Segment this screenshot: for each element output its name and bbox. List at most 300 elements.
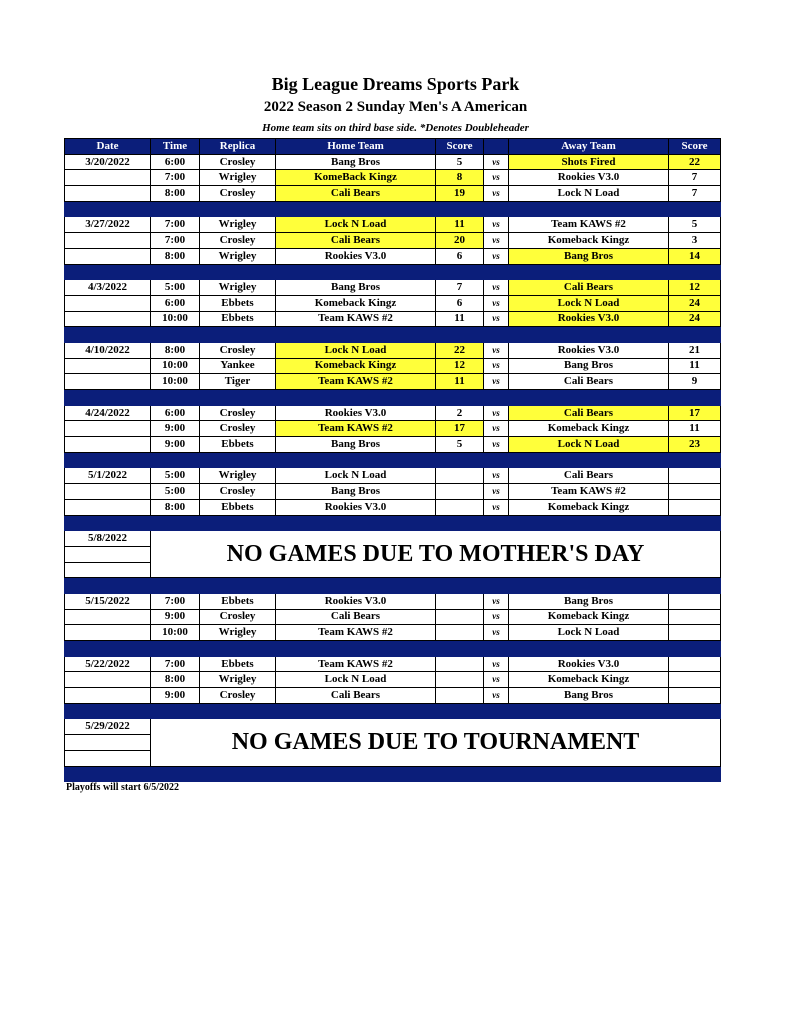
- away-score: [669, 625, 721, 641]
- game-replica: Ebbets: [200, 295, 276, 311]
- separator-cell: [200, 390, 276, 406]
- home-team: Komeback Kingz: [276, 295, 436, 311]
- separator-cell: [509, 766, 669, 782]
- home-score: [436, 656, 484, 672]
- separator-cell: [436, 390, 484, 406]
- home-team: Komeback Kingz: [276, 358, 436, 374]
- separator-cell: [65, 390, 151, 406]
- vs-label: vs: [484, 342, 509, 358]
- game-time: 5:00: [151, 468, 200, 484]
- separator-cell: [484, 452, 509, 468]
- away-score: 7: [669, 186, 721, 202]
- no-games-banner: NO GAMES DUE TO MOTHER'S DAY: [151, 531, 721, 578]
- game-date: [65, 295, 151, 311]
- game-replica: Crosley: [200, 688, 276, 704]
- game-date: [65, 499, 151, 515]
- separator-cell: [484, 703, 509, 719]
- away-score: 24: [669, 311, 721, 327]
- separator-cell: [65, 703, 151, 719]
- vs-label: vs: [484, 421, 509, 437]
- separator-cell: [484, 515, 509, 531]
- game-replica: Crosley: [200, 609, 276, 625]
- vs-label: vs: [484, 248, 509, 264]
- vs-label: vs: [484, 609, 509, 625]
- separator-cell: [276, 264, 436, 280]
- away-team: Bang Bros: [509, 688, 669, 704]
- vs-label: vs: [484, 186, 509, 202]
- home-score: [436, 688, 484, 704]
- away-team: Komeback Kingz: [509, 672, 669, 688]
- home-team: Rookies V3.0: [276, 248, 436, 264]
- game-time: 8:00: [151, 248, 200, 264]
- game-replica: Crosley: [200, 154, 276, 170]
- home-score: [436, 468, 484, 484]
- game-date: [65, 437, 151, 453]
- home-score: 2: [436, 405, 484, 421]
- game-date: [65, 484, 151, 500]
- separator-cell: [436, 703, 484, 719]
- game-replica: Crosley: [200, 186, 276, 202]
- separator-cell: [276, 327, 436, 343]
- game-time: 7:00: [151, 233, 200, 249]
- game-replica: Ebbets: [200, 593, 276, 609]
- home-score: [436, 499, 484, 515]
- vs-label: vs: [484, 656, 509, 672]
- away-team: Cali Bears: [509, 374, 669, 390]
- col-header-home-score: Score: [436, 139, 484, 155]
- separator-cell: [151, 703, 200, 719]
- separator-cell: [276, 641, 436, 657]
- separator-cell: [65, 641, 151, 657]
- vs-label: vs: [484, 593, 509, 609]
- col-header-replica: Replica: [200, 139, 276, 155]
- home-team: KomeBack Kingz: [276, 170, 436, 186]
- vs-label: vs: [484, 499, 509, 515]
- game-date: [65, 374, 151, 390]
- vs-label: vs: [484, 405, 509, 421]
- away-team: Bang Bros: [509, 358, 669, 374]
- game-row: [65, 248, 721, 264]
- game-row: [65, 358, 721, 374]
- home-score: 17: [436, 421, 484, 437]
- vs-label: vs: [484, 311, 509, 327]
- away-score: [669, 672, 721, 688]
- separator-cell: [669, 515, 721, 531]
- home-team-note: Home team sits on third base side. *Denotes Doubleheader: [262, 122, 529, 134]
- vs-label: vs: [484, 688, 509, 704]
- away-score: [669, 593, 721, 609]
- separator-cell: [484, 766, 509, 782]
- game-date: 3/27/2022: [65, 217, 151, 233]
- away-team: Lock N Load: [509, 625, 669, 641]
- week-separator: [65, 327, 721, 343]
- separator-cell: [200, 452, 276, 468]
- playoffs-note: Playoffs will start 6/5/2022: [66, 782, 180, 793]
- game-row: [65, 499, 721, 515]
- schedule-body: [65, 154, 721, 782]
- banner-row: [65, 531, 721, 547]
- game-row: [65, 170, 721, 186]
- game-row: [65, 593, 721, 609]
- separator-cell: [200, 641, 276, 657]
- separator-cell: [200, 264, 276, 280]
- game-row: [65, 233, 721, 249]
- separator-cell: [669, 452, 721, 468]
- game-date: [65, 233, 151, 249]
- game-date: [65, 311, 151, 327]
- game-date: [65, 735, 151, 751]
- separator-cell: [151, 264, 200, 280]
- separator-cell: [436, 452, 484, 468]
- vs-label: vs: [484, 233, 509, 249]
- away-team: Rookies V3.0: [509, 170, 669, 186]
- header-row: [65, 139, 721, 155]
- away-team: Komeback Kingz: [509, 499, 669, 515]
- vs-label: vs: [484, 280, 509, 296]
- separator-cell: [484, 641, 509, 657]
- home-score: 5: [436, 154, 484, 170]
- separator-cell: [200, 201, 276, 217]
- separator-cell: [509, 578, 669, 594]
- game-row: [65, 280, 721, 296]
- game-time: 10:00: [151, 358, 200, 374]
- away-team: Rookies V3.0: [509, 656, 669, 672]
- game-date: [65, 358, 151, 374]
- separator-cell: [669, 201, 721, 217]
- game-replica: Wrigley: [200, 672, 276, 688]
- separator-cell: [151, 201, 200, 217]
- week-separator: [65, 766, 721, 782]
- separator-cell: [509, 327, 669, 343]
- separator-cell: [484, 327, 509, 343]
- separator-cell: [436, 201, 484, 217]
- separator-cell: [509, 201, 669, 217]
- home-team: Rookies V3.0: [276, 405, 436, 421]
- away-team: Bang Bros: [509, 248, 669, 264]
- game-date: 4/3/2022: [65, 280, 151, 296]
- separator-cell: [276, 766, 436, 782]
- separator-cell: [200, 327, 276, 343]
- separator-cell: [436, 766, 484, 782]
- separator-cell: [151, 515, 200, 531]
- separator-cell: [65, 264, 151, 280]
- game-replica: Wrigley: [200, 170, 276, 186]
- separator-cell: [151, 641, 200, 657]
- game-date: [65, 421, 151, 437]
- game-row: [65, 437, 721, 453]
- game-date: [65, 546, 151, 562]
- game-row: [65, 421, 721, 437]
- separator-cell: [276, 515, 436, 531]
- game-date: [65, 186, 151, 202]
- season-subtitle: 2022 Season 2 Sunday Men's A American: [263, 99, 528, 115]
- home-team: Cali Bears: [276, 233, 436, 249]
- home-team: Lock N Load: [276, 342, 436, 358]
- vs-label: vs: [484, 484, 509, 500]
- away-score: [669, 468, 721, 484]
- game-replica: Wrigley: [200, 248, 276, 264]
- separator-cell: [669, 766, 721, 782]
- vs-label: vs: [484, 358, 509, 374]
- separator-cell: [484, 264, 509, 280]
- game-replica: Yankee: [200, 358, 276, 374]
- home-team: Bang Bros: [276, 280, 436, 296]
- away-team: Lock N Load: [509, 295, 669, 311]
- week-separator: [65, 390, 721, 406]
- game-date: 4/24/2022: [65, 405, 151, 421]
- game-row: [65, 154, 721, 170]
- week-separator: [65, 201, 721, 217]
- separator-cell: [669, 578, 721, 594]
- separator-cell: [509, 390, 669, 406]
- game-time: 5:00: [151, 280, 200, 296]
- game-time: 5:00: [151, 484, 200, 500]
- away-score: [669, 499, 721, 515]
- home-team: Lock N Load: [276, 468, 436, 484]
- game-date: 5/15/2022: [65, 593, 151, 609]
- separator-cell: [276, 201, 436, 217]
- away-score: 5: [669, 217, 721, 233]
- week-separator: [65, 515, 721, 531]
- vs-label: vs: [484, 170, 509, 186]
- home-team: Bang Bros: [276, 484, 436, 500]
- vs-label: vs: [484, 437, 509, 453]
- home-score: 11: [436, 311, 484, 327]
- col-header-date: Date: [65, 139, 151, 155]
- away-score: 14: [669, 248, 721, 264]
- away-score: [669, 656, 721, 672]
- home-team: Team KAWS #2: [276, 421, 436, 437]
- home-score: [436, 625, 484, 641]
- game-date: 5/29/2022: [65, 719, 151, 735]
- banner-row: [65, 719, 721, 735]
- separator-cell: [151, 452, 200, 468]
- separator-cell: [200, 703, 276, 719]
- week-separator: [65, 641, 721, 657]
- game-time: 7:00: [151, 217, 200, 233]
- away-score: [669, 688, 721, 704]
- game-replica: Crosley: [200, 342, 276, 358]
- away-score: 23: [669, 437, 721, 453]
- separator-cell: [65, 327, 151, 343]
- separator-cell: [276, 703, 436, 719]
- game-row: [65, 484, 721, 500]
- game-replica: Crosley: [200, 233, 276, 249]
- game-time: 6:00: [151, 295, 200, 311]
- away-team: Komeback Kingz: [509, 421, 669, 437]
- game-row: [65, 342, 721, 358]
- vs-label: vs: [484, 374, 509, 390]
- home-team: Team KAWS #2: [276, 311, 436, 327]
- away-team: Lock N Load: [509, 437, 669, 453]
- game-date: [65, 750, 151, 766]
- game-time: 6:00: [151, 154, 200, 170]
- game-replica: Ebbets: [200, 499, 276, 515]
- week-separator: [65, 578, 721, 594]
- game-row: [65, 625, 721, 641]
- home-team: Cali Bears: [276, 609, 436, 625]
- game-date: [65, 672, 151, 688]
- page-title: Big League Dreams Sports Park: [271, 74, 520, 94]
- separator-cell: [200, 578, 276, 594]
- away-score: 22: [669, 154, 721, 170]
- game-time: 7:00: [151, 656, 200, 672]
- schedule-table: [64, 138, 721, 782]
- game-row: [65, 311, 721, 327]
- separator-cell: [65, 766, 151, 782]
- game-time: 10:00: [151, 311, 200, 327]
- separator-cell: [669, 703, 721, 719]
- home-score: [436, 609, 484, 625]
- home-team: Team KAWS #2: [276, 374, 436, 390]
- separator-cell: [669, 390, 721, 406]
- home-score: 22: [436, 342, 484, 358]
- game-time: 9:00: [151, 421, 200, 437]
- away-score: 17: [669, 405, 721, 421]
- game-row: [65, 374, 721, 390]
- col-header-vs: [484, 139, 509, 155]
- week-separator: [65, 452, 721, 468]
- game-row: [65, 186, 721, 202]
- game-date: 5/8/2022: [65, 531, 151, 547]
- home-score: 6: [436, 295, 484, 311]
- game-row: [65, 405, 721, 421]
- col-header-time: Time: [151, 139, 200, 155]
- game-time: 10:00: [151, 374, 200, 390]
- game-replica: Crosley: [200, 421, 276, 437]
- game-date: [65, 562, 151, 578]
- away-score: 11: [669, 358, 721, 374]
- away-team: Cali Bears: [509, 280, 669, 296]
- home-score: 6: [436, 248, 484, 264]
- game-row: [65, 609, 721, 625]
- game-time: 9:00: [151, 688, 200, 704]
- game-date: 5/1/2022: [65, 468, 151, 484]
- away-score: 11: [669, 421, 721, 437]
- game-replica: Wrigley: [200, 625, 276, 641]
- away-team: Lock N Load: [509, 186, 669, 202]
- col-header-away-score: Score: [669, 139, 721, 155]
- vs-label: vs: [484, 468, 509, 484]
- home-score: [436, 484, 484, 500]
- separator-cell: [276, 452, 436, 468]
- no-games-banner: NO GAMES DUE TO TOURNAMENT: [151, 719, 721, 766]
- separator-cell: [509, 264, 669, 280]
- separator-cell: [509, 515, 669, 531]
- game-time: 8:00: [151, 672, 200, 688]
- game-date: 5/22/2022: [65, 656, 151, 672]
- separator-cell: [436, 578, 484, 594]
- separator-cell: [200, 515, 276, 531]
- home-team: Bang Bros: [276, 154, 436, 170]
- game-replica: Wrigley: [200, 468, 276, 484]
- game-date: 4/10/2022: [65, 342, 151, 358]
- home-team: Cali Bears: [276, 186, 436, 202]
- away-team: Rookies V3.0: [509, 342, 669, 358]
- home-team: Rookies V3.0: [276, 593, 436, 609]
- home-score: 7: [436, 280, 484, 296]
- away-team: Team KAWS #2: [509, 217, 669, 233]
- vs-label: vs: [484, 672, 509, 688]
- separator-cell: [276, 390, 436, 406]
- vs-label: vs: [484, 295, 509, 311]
- away-score: 12: [669, 280, 721, 296]
- home-score: 11: [436, 374, 484, 390]
- vs-label: vs: [484, 217, 509, 233]
- separator-cell: [65, 515, 151, 531]
- game-replica: Ebbets: [200, 311, 276, 327]
- away-score: 3: [669, 233, 721, 249]
- home-score: 11: [436, 217, 484, 233]
- separator-cell: [509, 641, 669, 657]
- game-time: 9:00: [151, 609, 200, 625]
- home-team: Bang Bros: [276, 437, 436, 453]
- game-time: 10:00: [151, 625, 200, 641]
- separator-cell: [151, 327, 200, 343]
- home-team: Lock N Load: [276, 672, 436, 688]
- separator-cell: [65, 201, 151, 217]
- game-date: [65, 609, 151, 625]
- week-separator: [65, 703, 721, 719]
- game-time: 9:00: [151, 437, 200, 453]
- separator-cell: [669, 327, 721, 343]
- away-score: 9: [669, 374, 721, 390]
- col-header-home-team: Home Team: [276, 139, 436, 155]
- separator-cell: [436, 515, 484, 531]
- away-team: Komeback Kingz: [509, 233, 669, 249]
- game-date: [65, 170, 151, 186]
- game-row: [65, 217, 721, 233]
- col-header-away-team: Away Team: [509, 139, 669, 155]
- game-replica: Ebbets: [200, 656, 276, 672]
- separator-cell: [509, 452, 669, 468]
- game-row: [65, 656, 721, 672]
- separator-cell: [276, 578, 436, 594]
- home-score: 8: [436, 170, 484, 186]
- separator-cell: [436, 327, 484, 343]
- game-date: [65, 248, 151, 264]
- game-date: 3/20/2022: [65, 154, 151, 170]
- separator-cell: [151, 390, 200, 406]
- away-score: [669, 609, 721, 625]
- game-time: 8:00: [151, 186, 200, 202]
- separator-cell: [669, 264, 721, 280]
- separator-cell: [509, 703, 669, 719]
- separator-cell: [436, 641, 484, 657]
- home-score: 5: [436, 437, 484, 453]
- home-team: Cali Bears: [276, 688, 436, 704]
- home-team: Team KAWS #2: [276, 656, 436, 672]
- separator-cell: [436, 264, 484, 280]
- week-separator: [65, 264, 721, 280]
- away-score: 7: [669, 170, 721, 186]
- game-replica: Wrigley: [200, 217, 276, 233]
- separator-cell: [151, 578, 200, 594]
- game-time: 7:00: [151, 170, 200, 186]
- home-score: [436, 672, 484, 688]
- separator-cell: [151, 766, 200, 782]
- home-score: 19: [436, 186, 484, 202]
- home-score: [436, 593, 484, 609]
- game-replica: Tiger: [200, 374, 276, 390]
- game-row: [65, 672, 721, 688]
- vs-label: vs: [484, 625, 509, 641]
- away-team: Bang Bros: [509, 593, 669, 609]
- game-time: 8:00: [151, 499, 200, 515]
- away-team: Shots Fired: [509, 154, 669, 170]
- game-date: [65, 625, 151, 641]
- game-replica: Ebbets: [200, 437, 276, 453]
